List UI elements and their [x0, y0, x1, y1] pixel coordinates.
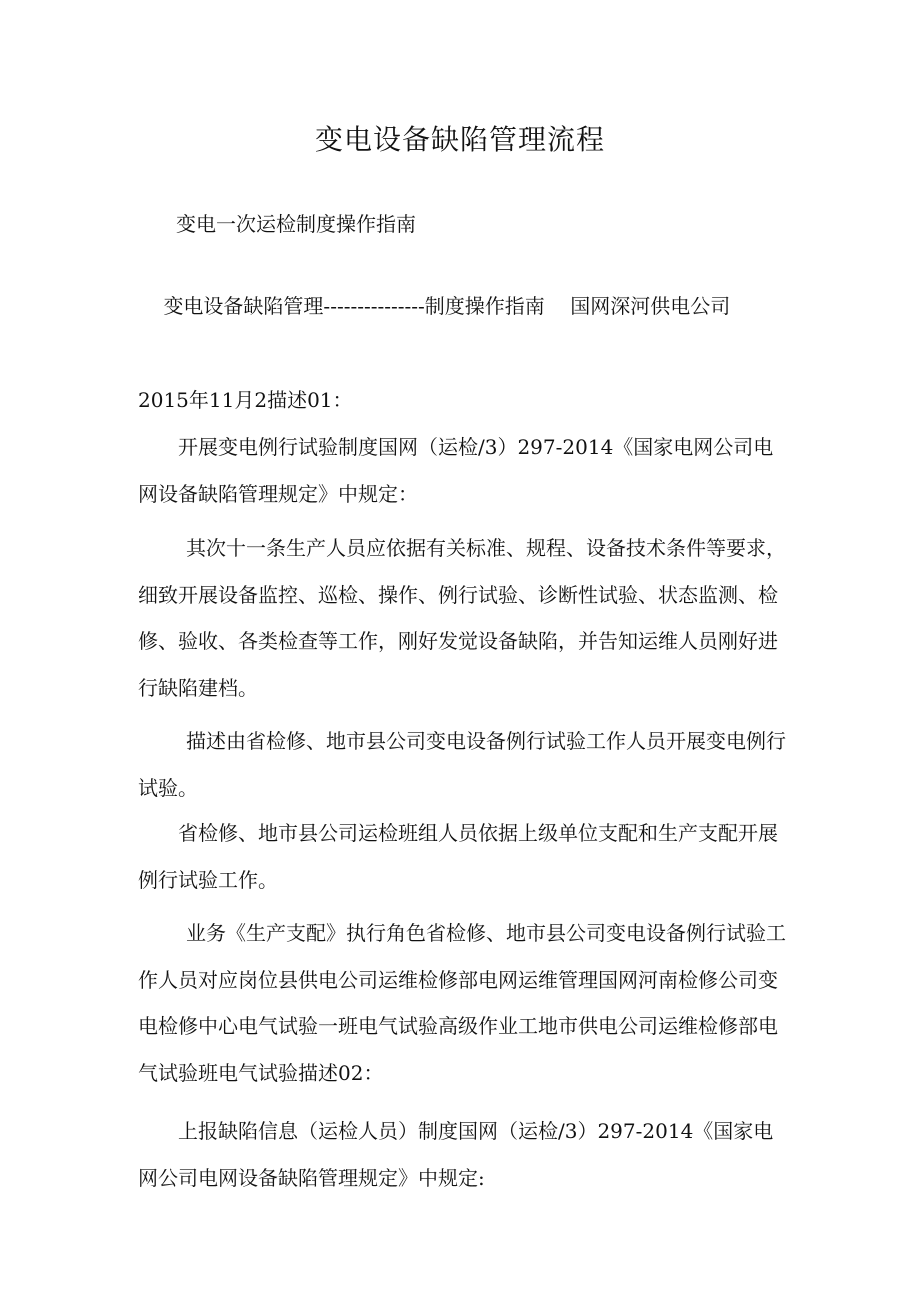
- paragraph-article-11: 其次十一条生产人员应依据有关标准、规程、设备技术条件等要求，细致开展设备监控、巡检、操作、例行试验、诊断性试验、状态监测、检修、验收、各类检查等工作，刚好发觉设备缺陷，并告知运维人员刚好进行缺陷建档。: [138, 536, 786, 700]
- paragraph-business-roles: 业务《生产支配》执行角色省检修、地市县公司变电设备例行试验工作人员对应岗位县供电公司运维检修部电网运维管理国网河南检修公司变电检修中心电气试验一班电气试验高级作业工地市供电公司运维检修部电气试验班电气试验描述02：: [138, 921, 786, 1085]
- document-title: 变电设备缺陷管理流程: [314, 123, 605, 156]
- paragraph-date-line: 2015年11月2描述01：: [138, 388, 353, 412]
- paragraph-regulation-1: 开展变电例行试验制度国网（运检/3）297-2014《国家电网公司电网设备缺陷管理规定》中规定：: [138, 435, 774, 506]
- paragraph-description: 描述由省检修、地市县公司变电设备例行试验工作人员开展变电例行试验。: [138, 729, 786, 800]
- paragraph-arrangement: 省检修、地市县公司运检班组人员依据上级单位支配和生产支配开展例行试验工作。: [138, 821, 778, 892]
- document-subtitle: 变电一次运检制度操作指南: [176, 212, 416, 236]
- paragraph-regulation-2: 上报缺陷信息（运检人员）制度国网（运检/3）297-2014《国家电网公司电网设备缺陷管理规定》中规定:: [138, 1119, 774, 1190]
- paragraph-header-line: 变电设备缺陷管理---------------制度操作指南 国网深河供电公司: [138, 294, 731, 318]
